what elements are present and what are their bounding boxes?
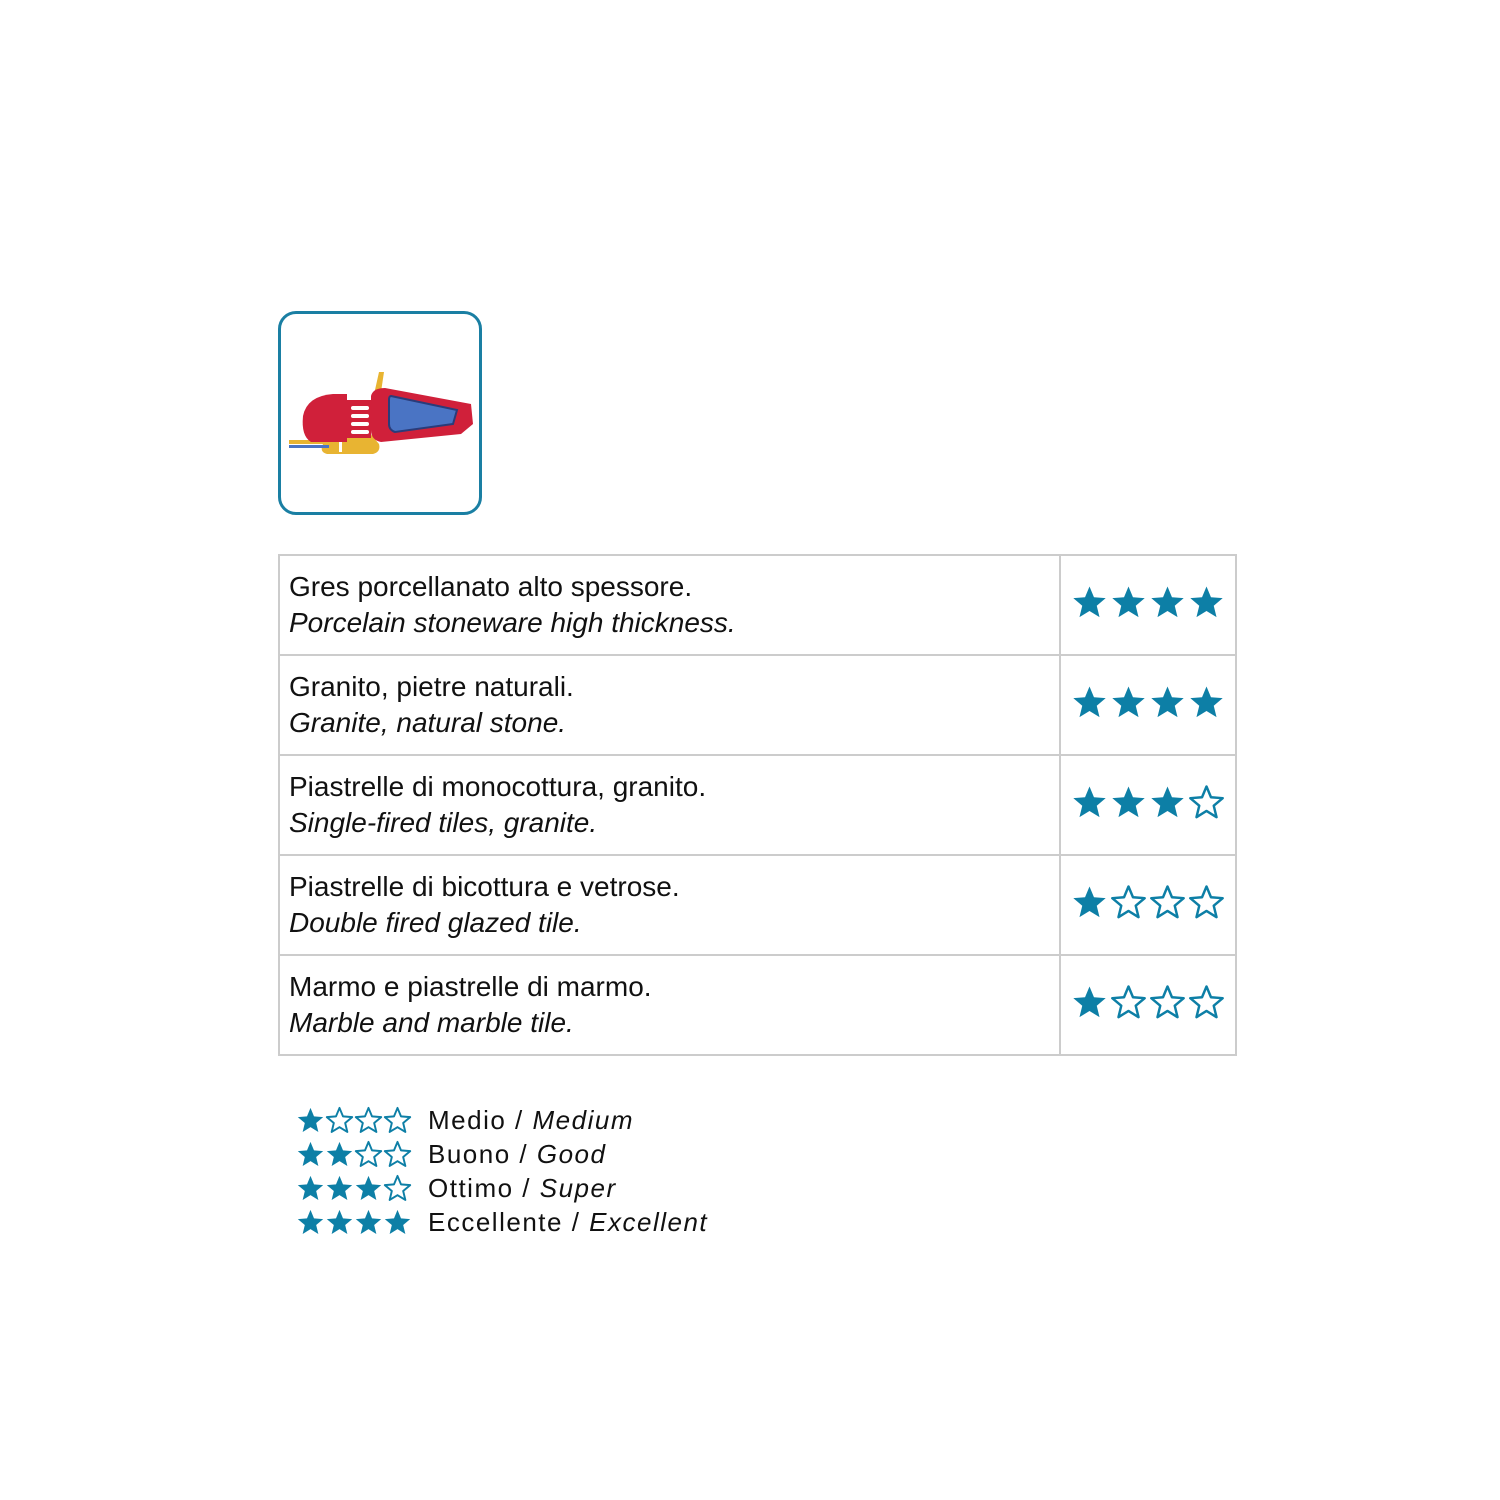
legend-item: [296, 1103, 708, 1137]
material-description: [279, 855, 1060, 955]
star-outline-icon: [354, 1140, 383, 1169]
star-outline-icon: [1188, 784, 1225, 821]
table-row: [279, 655, 1236, 755]
rating-legend: [296, 1103, 708, 1239]
star-rating: [1071, 784, 1225, 821]
legend-item: [296, 1205, 708, 1239]
table-row: [279, 555, 1236, 655]
legend-item: [296, 1137, 708, 1171]
star-rating: [296, 1140, 414, 1169]
star-filled-icon: [1071, 884, 1108, 921]
star-filled-icon: [296, 1106, 325, 1135]
star-outline-icon: [383, 1140, 412, 1169]
star-rating: [1071, 884, 1225, 921]
star-outline-icon: [1149, 984, 1186, 1021]
material-ratings-table: [278, 554, 1237, 1056]
legend-item: [296, 1171, 708, 1205]
star-filled-icon: [1110, 684, 1147, 721]
material-name-it: Piastrelle di bicottura e vetrose.: [289, 871, 680, 902]
star-rating: [1071, 984, 1225, 1021]
legend-label-it: Medio: [428, 1104, 507, 1135]
legend-label: [428, 1139, 606, 1170]
star-filled-icon: [325, 1140, 354, 1169]
star-filled-icon: [1188, 584, 1225, 621]
tool-icon-frame: [278, 311, 482, 515]
angle-grinder-icon: [281, 314, 479, 512]
material-name-it: Granito, pietre naturali.: [289, 671, 574, 702]
table-row: [279, 855, 1236, 955]
table-row: [279, 955, 1236, 1055]
material-description: [279, 555, 1060, 655]
star-filled-icon: [1071, 584, 1108, 621]
material-rating: [1060, 655, 1236, 755]
legend-separator: /: [513, 1172, 540, 1203]
star-filled-icon: [383, 1208, 412, 1237]
material-name-it: Piastrelle di monocottura, granito.: [289, 771, 707, 802]
star-outline-icon: [325, 1106, 354, 1135]
table-row: [279, 755, 1236, 855]
legend-label: [428, 1207, 708, 1238]
star-rating: [1071, 684, 1225, 721]
legend-separator: /: [562, 1206, 590, 1237]
star-filled-icon: [1188, 684, 1225, 721]
star-outline-icon: [383, 1106, 412, 1135]
legend-separator: /: [506, 1104, 533, 1135]
legend-label-en: Good: [536, 1138, 607, 1169]
legend-label: [428, 1173, 617, 1204]
legend-label-it: Eccellente: [428, 1206, 563, 1237]
star-filled-icon: [325, 1174, 354, 1203]
material-description: [279, 755, 1060, 855]
star-filled-icon: [1149, 684, 1186, 721]
star-outline-icon: [383, 1174, 412, 1203]
material-rating: [1060, 955, 1236, 1055]
legend-label: [428, 1105, 634, 1136]
legend-label-en: Super: [539, 1172, 617, 1203]
material-description: [279, 955, 1060, 1055]
star-filled-icon: [1149, 584, 1186, 621]
star-rating: [296, 1174, 414, 1203]
legend-label-en: Medium: [532, 1104, 634, 1135]
star-filled-icon: [296, 1140, 325, 1169]
star-outline-icon: [1110, 884, 1147, 921]
material-name-en: Granite, natural stone.: [289, 707, 567, 738]
material-rating: [1060, 555, 1236, 655]
star-filled-icon: [1110, 584, 1147, 621]
material-name-it: Marmo e piastrelle di marmo.: [289, 971, 652, 1002]
material-description: [279, 655, 1060, 755]
star-filled-icon: [296, 1208, 325, 1237]
star-filled-icon: [1071, 784, 1108, 821]
star-outline-icon: [1149, 884, 1186, 921]
star-outline-icon: [1188, 884, 1225, 921]
star-rating: [1071, 584, 1225, 621]
material-rating: [1060, 755, 1236, 855]
material-name-en: Single-fired tiles, granite.: [289, 807, 598, 838]
star-filled-icon: [1110, 784, 1147, 821]
star-filled-icon: [1149, 784, 1186, 821]
star-filled-icon: [1071, 984, 1108, 1021]
material-name-en: Porcelain stoneware high thickness.: [289, 607, 736, 638]
star-filled-icon: [354, 1208, 383, 1237]
legend-label-it: Ottimo: [428, 1172, 514, 1203]
material-name-en: Marble and marble tile.: [289, 1007, 574, 1038]
star-outline-icon: [354, 1106, 383, 1135]
material-name-en: Double fired glazed tile.: [289, 907, 582, 938]
star-rating: [296, 1106, 414, 1135]
star-outline-icon: [1110, 984, 1147, 1021]
material-name-it: Gres porcellanato alto spessore.: [289, 571, 693, 602]
star-filled-icon: [296, 1174, 325, 1203]
star-filled-icon: [325, 1208, 354, 1237]
star-filled-icon: [354, 1174, 383, 1203]
star-outline-icon: [1188, 984, 1225, 1021]
legend-label-it: Buono: [428, 1138, 511, 1169]
legend-separator: /: [510, 1138, 537, 1169]
legend-label-en: Excellent: [589, 1206, 709, 1237]
star-rating: [296, 1208, 414, 1237]
star-filled-icon: [1071, 684, 1108, 721]
material-rating: [1060, 855, 1236, 955]
